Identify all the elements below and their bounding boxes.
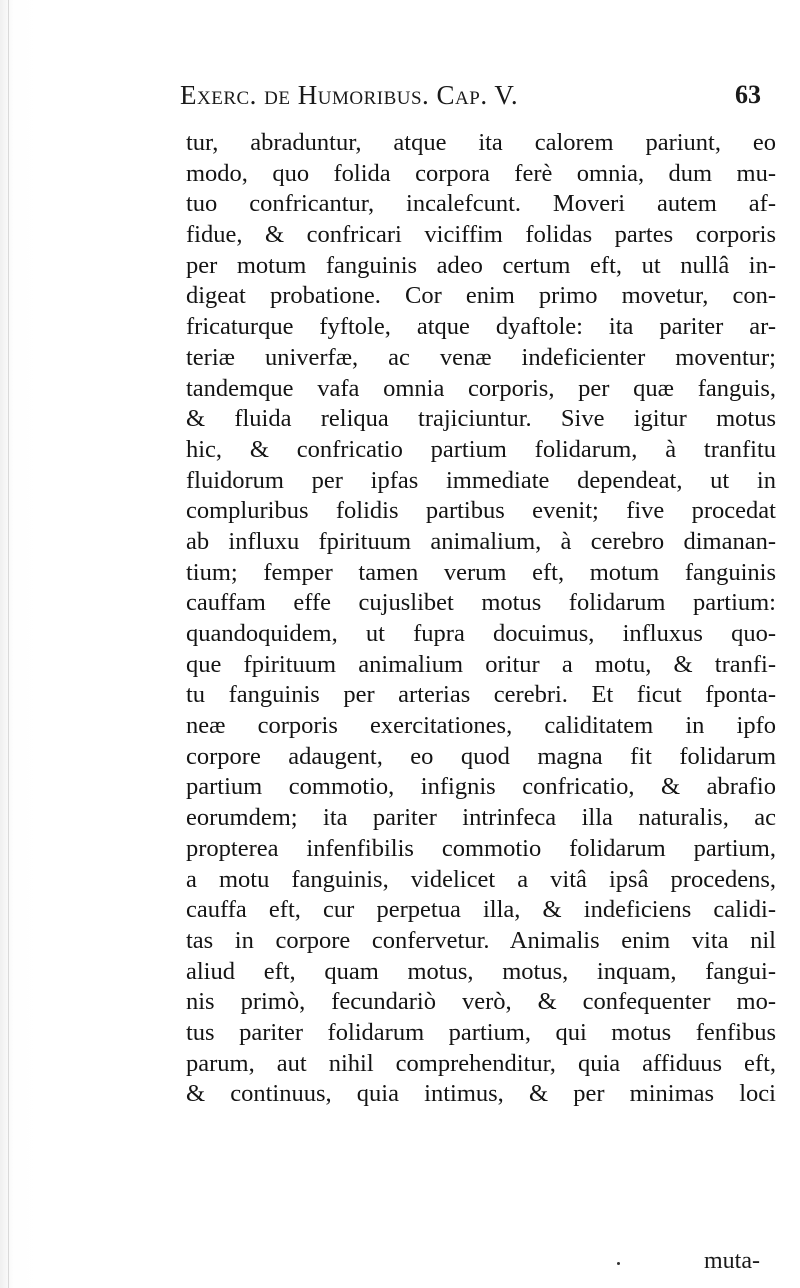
catchword: muta- — [704, 1248, 760, 1274]
text-line: tium; femper tamen verum eft, motum fanguinis — [186, 558, 776, 586]
text-line: a motu fanguinis, videlicet a vitâ ipsâ procedens, — [186, 865, 776, 893]
running-head-title: Exerc. de Humoribus. Cap. V. — [180, 80, 519, 110]
text-line: cauffa eft, cur perpetua illa, & indeficiens calidi- — [186, 896, 776, 924]
text-line: fluidorum per ipfas immediate dependeat, ut in — [186, 466, 776, 494]
body-text — [186, 128, 776, 1268]
text-line: partium commotio, infignis confricatio, & abrafio — [186, 773, 776, 801]
text-line: & continuus, quia intimus, & per minimas loci — [186, 1080, 776, 1108]
text-line: tas in corpore confervetur. Animalis enim vita nil — [186, 926, 776, 954]
text-line: teriæ univerfæ, ac venæ indeficienter moventur; — [186, 343, 776, 371]
text-line: quandoquidem, ut fupra docuimus, influxus quo- — [186, 620, 776, 647]
text-line: parum, aut nihil comprehenditur, quia affiduus eft, — [186, 1049, 776, 1077]
text-line: neæ corporis exercitationes, caliditatem in ipfo — [186, 712, 776, 740]
text-line: tus pariter folidarum partium, qui motus fenfibus — [186, 1018, 776, 1046]
text-line: digeat probatione. Cor enim primo movetur, con- — [186, 282, 776, 310]
text-line: fidue, & confricari viciffim folidas partes corporis — [186, 221, 776, 249]
text-line: tandemque vafa omnia corporis, per quæ fanguis, — [186, 374, 776, 402]
text-line: eorumdem; ita pariter intrinfeca illa naturalis, ac — [186, 804, 776, 832]
text-line: ab influxu fpirituum animalium, à cerebro dimanan- — [186, 527, 776, 555]
text-line: tuo confricantur, incalefcunt. Moveri autem af- — [186, 190, 776, 218]
printer-dot-mark — [617, 1262, 620, 1265]
text-line: & fluida reliqua trajiciuntur. Sive igitur motus — [186, 405, 776, 433]
text-line: hic, & confricatio partium folidarum, à tranfitu — [186, 435, 776, 463]
text-line: per motum fanguinis adeo certum eft, ut nullâ in- — [186, 251, 776, 279]
page-number: 63 — [735, 80, 761, 109]
text-line: cauffam effe cujuslibet motus folidarum partium: — [186, 589, 776, 617]
text-line: compluribus folidis partibus evenit; five procedat — [186, 497, 776, 525]
text-line: tur, abraduntur, atque ita calorem pariunt, eo — [186, 129, 776, 156]
text-line: corpore adaugent, eo quod magna fit folidarum — [186, 742, 776, 770]
text-line: propterea infenfibilis commotio folidarum partium, — [186, 834, 776, 862]
text-line: que fpirituum animalium oritur a motu, & tranfi- — [186, 650, 776, 678]
text-line: fricaturque fyftole, atque dyaftole: ita pariter ar- — [186, 313, 776, 341]
text-line: aliud eft, quam motus, motus, inquam, fangui- — [186, 957, 776, 985]
text-line: nis primò, fecundariò verò, & confequenter mo- — [186, 988, 776, 1016]
running-head — [0, 80, 800, 116]
page-gutter-edge — [8, 0, 9, 1288]
text-line: tu fanguinis per arterias cerebri. Et ficut fponta- — [186, 681, 776, 709]
text-line: modo, quo folida corpora ferè omnia, dum mu- — [186, 159, 776, 187]
